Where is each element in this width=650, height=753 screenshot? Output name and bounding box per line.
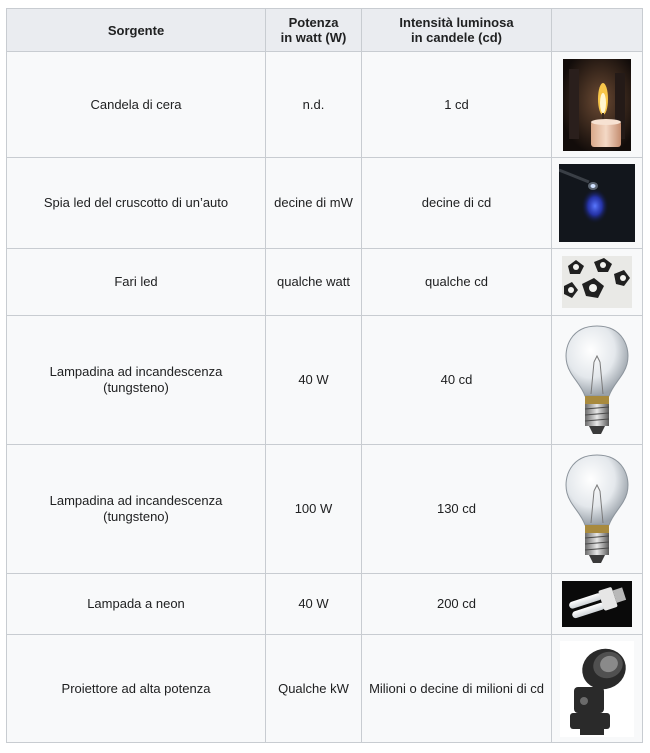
power-cell: decine di mW [266, 158, 362, 249]
intensity-cell: qualche cd [362, 249, 552, 316]
intensity-cell: Milioni o decine di milioni di cd [362, 635, 552, 743]
light-sources-table [6, 8, 643, 743]
table-row [7, 316, 643, 445]
image-cell [552, 635, 643, 743]
incandescent-bulb-photo [561, 322, 633, 438]
table-container [6, 8, 643, 743]
image-cell [552, 574, 643, 635]
power-cell: qualche watt [266, 249, 362, 316]
led-chips-photo [562, 256, 632, 308]
fluorescent-lamp-photo [562, 581, 632, 627]
source-cell: Lampadina ad incandescenza (tungsteno) [7, 445, 266, 574]
candle-photo [563, 59, 631, 151]
source-cell: Lampadina ad incandescenza (tungsteno) [7, 316, 266, 445]
table-row [7, 52, 643, 158]
power-cell: 40 W [266, 574, 362, 635]
dashboard-led-photo [559, 164, 635, 242]
image-cell [552, 249, 643, 316]
power-cell: Qualche kW [266, 635, 362, 743]
table-row [7, 445, 643, 574]
header-source: Sorgente [7, 9, 266, 52]
intensity-cell: 40 cd [362, 316, 552, 445]
table-row [7, 158, 643, 249]
header-row [7, 9, 643, 52]
header-power: Potenza in watt (W) [266, 9, 362, 52]
power-cell: 40 W [266, 316, 362, 445]
searchlight-photo [560, 641, 634, 737]
power-cell: 100 W [266, 445, 362, 574]
source-cell: Fari led [7, 249, 266, 316]
image-cell [552, 316, 643, 445]
table-row [7, 249, 643, 316]
source-cell: Proiettore ad alta potenza [7, 635, 266, 743]
intensity-cell: decine di cd [362, 158, 552, 249]
intensity-cell: 200 cd [362, 574, 552, 635]
intensity-cell: 130 cd [362, 445, 552, 574]
table-row [7, 635, 643, 743]
header-image [552, 9, 643, 52]
source-cell: Lampada a neon [7, 574, 266, 635]
source-cell: Spia led del cruscotto di un’auto [7, 158, 266, 249]
source-cell: Candela di cera [7, 52, 266, 158]
image-cell [552, 52, 643, 158]
table-row [7, 574, 643, 635]
image-cell [552, 445, 643, 574]
image-cell [552, 158, 643, 249]
incandescent-bulb-photo [561, 451, 633, 567]
intensity-cell: 1 cd [362, 52, 552, 158]
header-intensity: Intensità luminosa in candele (cd) [362, 9, 552, 52]
power-cell: n.d. [266, 52, 362, 158]
